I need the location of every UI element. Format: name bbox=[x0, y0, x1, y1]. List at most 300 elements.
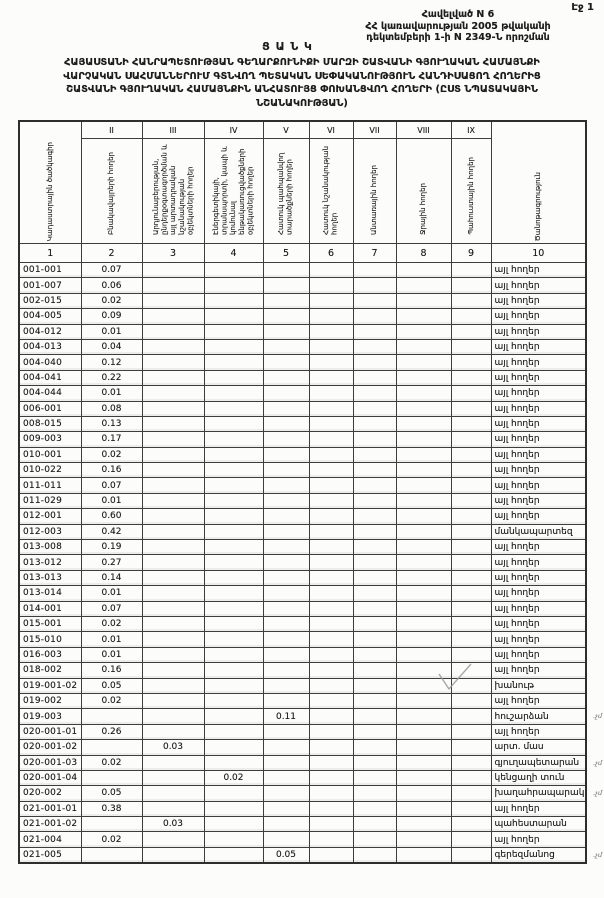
water-land-cell bbox=[396, 447, 451, 462]
note-cell: այլ հողեր bbox=[491, 570, 586, 585]
protected-land-cell bbox=[263, 386, 309, 401]
cadastral-code-cell: 019-003 bbox=[19, 709, 81, 724]
table-row bbox=[19, 555, 586, 570]
forest-land-cell bbox=[353, 801, 396, 816]
table-row bbox=[19, 493, 586, 508]
note-cell: այլ հողեր bbox=[491, 278, 586, 293]
water-land-cell bbox=[396, 355, 451, 370]
infrastructure-land-cell bbox=[204, 693, 263, 708]
water-land-cell bbox=[396, 339, 451, 354]
protected-land-cell bbox=[263, 647, 309, 662]
handwritten-margin-mark: .չմ bbox=[593, 758, 602, 767]
water-land-cell bbox=[396, 786, 451, 801]
water-land-cell bbox=[396, 832, 451, 847]
table-row bbox=[19, 709, 586, 724]
forest-land-cell bbox=[353, 555, 396, 570]
column-numeral-IX: IX bbox=[451, 121, 491, 139]
protected-land-cell: 0.11 bbox=[263, 709, 309, 724]
water-land-cell bbox=[396, 401, 451, 416]
table-row bbox=[19, 601, 586, 616]
water-land-cell bbox=[396, 293, 451, 308]
column-number-5: 5 bbox=[263, 244, 309, 263]
infrastructure-land-cell bbox=[204, 278, 263, 293]
table-row bbox=[19, 293, 586, 308]
special-land-cell bbox=[309, 463, 353, 478]
industrial-land-cell bbox=[142, 586, 204, 601]
special-land-cell bbox=[309, 724, 353, 739]
settlement-land-cell: 0.07 bbox=[81, 478, 142, 493]
appendix-line: Հավելված N 6 bbox=[421, 9, 495, 20]
column-numeral-II: II bbox=[81, 121, 142, 139]
special-land-cell bbox=[309, 509, 353, 524]
protected-land-cell bbox=[263, 447, 309, 462]
reserve-land-cell bbox=[451, 339, 491, 354]
water-land-cell bbox=[396, 416, 451, 431]
settlement-land-cell: 0.08 bbox=[81, 401, 142, 416]
water-land-cell bbox=[396, 324, 451, 339]
settlement-land-cell: 0.16 bbox=[81, 463, 142, 478]
infrastructure-land-cell bbox=[204, 463, 263, 478]
special-land-cell bbox=[309, 278, 353, 293]
industrial-land-cell bbox=[142, 770, 204, 785]
industrial-land-cell: 0.03 bbox=[142, 740, 204, 755]
reserve-land-cell bbox=[451, 478, 491, 493]
reserve-land-cell bbox=[451, 370, 491, 385]
column-numeral-VIII: VIII bbox=[396, 121, 451, 139]
note-cell: գյուղապետարան .չմ bbox=[491, 755, 586, 770]
reserve-land-cell bbox=[451, 770, 491, 785]
special-land-cell bbox=[309, 693, 353, 708]
reserve-land-cell bbox=[451, 616, 491, 631]
industrial-land-cell: 0.03 bbox=[142, 817, 204, 832]
industrial-land-cell bbox=[142, 524, 204, 539]
cadastral-code-cell: 020-002 bbox=[19, 786, 81, 801]
note-cell: այլ հողեր bbox=[491, 647, 586, 662]
settlement-land-cell bbox=[81, 847, 142, 863]
settlement-land-cell: 0.02 bbox=[81, 693, 142, 708]
industrial-land-cell bbox=[142, 478, 204, 493]
table-row bbox=[19, 586, 586, 601]
water-land-cell bbox=[396, 801, 451, 816]
special-land-cell bbox=[309, 416, 353, 431]
infrastructure-land-cell bbox=[204, 309, 263, 324]
special-land-cell bbox=[309, 447, 353, 462]
cadastral-code-cell: 021-004 bbox=[19, 832, 81, 847]
special-land-cell bbox=[309, 755, 353, 770]
table-row bbox=[19, 447, 586, 462]
column-header-VIII: Ջրային հողեր bbox=[396, 139, 451, 244]
special-land-cell bbox=[309, 570, 353, 585]
cadastral-code-cell: 015-001 bbox=[19, 616, 81, 631]
note-cell: պահեստարան bbox=[491, 817, 586, 832]
cadastral-code-cell: 010-001 bbox=[19, 447, 81, 462]
industrial-land-cell bbox=[142, 663, 204, 678]
industrial-land-cell bbox=[142, 509, 204, 524]
table-row bbox=[19, 801, 586, 816]
protected-land-cell bbox=[263, 309, 309, 324]
industrial-land-cell bbox=[142, 601, 204, 616]
infrastructure-land-cell bbox=[204, 401, 263, 416]
table-row bbox=[19, 524, 586, 539]
cadastral-code-cell: 011-029 bbox=[19, 493, 81, 508]
note-cell: այլ հողեր bbox=[491, 693, 586, 708]
reserve-land-cell bbox=[451, 493, 491, 508]
water-land-cell bbox=[396, 616, 451, 631]
settlement-land-cell bbox=[81, 709, 142, 724]
special-land-cell bbox=[309, 355, 353, 370]
table-row bbox=[19, 786, 586, 801]
protected-land-cell bbox=[263, 339, 309, 354]
industrial-land-cell bbox=[142, 263, 204, 278]
cadastral-code-cell: 019-002 bbox=[19, 693, 81, 708]
cadastral-code-cell: 001-001 bbox=[19, 263, 81, 278]
special-land-cell bbox=[309, 632, 353, 647]
table-row bbox=[19, 263, 586, 278]
forest-land-cell bbox=[353, 278, 396, 293]
reserve-land-cell bbox=[451, 293, 491, 308]
column-number-6: 6 bbox=[309, 244, 353, 263]
infrastructure-land-cell bbox=[204, 263, 263, 278]
note-cell: այլ հողեր bbox=[491, 832, 586, 847]
forest-land-cell bbox=[353, 478, 396, 493]
infrastructure-land-cell bbox=[204, 632, 263, 647]
water-land-cell bbox=[396, 586, 451, 601]
special-land-cell bbox=[309, 309, 353, 324]
infrastructure-land-cell bbox=[204, 724, 263, 739]
water-land-cell bbox=[396, 386, 451, 401]
note-cell: այլ հողեր bbox=[491, 632, 586, 647]
column-header-V: Հատուկ պահպանվող տարածքների հողեր bbox=[263, 139, 309, 244]
cadastral-code-cell: 020-001-03 bbox=[19, 755, 81, 770]
cadastral-code-cell: 019-001-02 bbox=[19, 678, 81, 693]
reserve-land-cell bbox=[451, 709, 491, 724]
industrial-land-cell bbox=[142, 632, 204, 647]
cadastral-code-cell: 013-012 bbox=[19, 555, 81, 570]
note-cell: այլ հողեր bbox=[491, 432, 586, 447]
forest-land-cell bbox=[353, 616, 396, 631]
note-cell: այլ հողեր bbox=[491, 555, 586, 570]
industrial-land-cell bbox=[142, 847, 204, 863]
protected-land-cell bbox=[263, 509, 309, 524]
infrastructure-land-cell bbox=[204, 570, 263, 585]
cadastral-code-cell: 004-040 bbox=[19, 355, 81, 370]
water-land-cell bbox=[396, 493, 451, 508]
infrastructure-land-cell bbox=[204, 555, 263, 570]
protected-land-cell bbox=[263, 263, 309, 278]
cadastral-code-cell: 008-015 bbox=[19, 416, 81, 431]
forest-land-cell bbox=[353, 263, 396, 278]
industrial-land-cell bbox=[142, 755, 204, 770]
protected-land-cell bbox=[263, 616, 309, 631]
title-line: ՀԱՅԱՍՏԱՆԻ ՀԱՆՐԱՊԵՏՈՒԹՅԱՆ ԳԵՂԱՐՔՈՒՆԻՔԻ ՄԱՐԶԻ ՇԱՏՎԱՆԻ ԳՅՈՒՂԱԿԱՆ ՀԱՄԱՅՆՔԻ bbox=[64, 57, 540, 68]
table-row bbox=[19, 832, 586, 847]
pencil-checkmark bbox=[437, 662, 473, 692]
infrastructure-land-cell bbox=[204, 386, 263, 401]
protected-land-cell bbox=[263, 663, 309, 678]
forest-land-cell bbox=[353, 293, 396, 308]
forest-land-cell bbox=[353, 693, 396, 708]
forest-land-cell bbox=[353, 847, 396, 863]
settlement-land-cell: 0.27 bbox=[81, 555, 142, 570]
settlement-land-cell: 0.02 bbox=[81, 447, 142, 462]
note-cell: հուշարձան .չմ bbox=[491, 709, 586, 724]
infrastructure-land-cell bbox=[204, 832, 263, 847]
table-row bbox=[19, 616, 586, 631]
infrastructure-land-cell bbox=[204, 801, 263, 816]
industrial-land-cell bbox=[142, 493, 204, 508]
settlement-land-cell: 0.05 bbox=[81, 678, 142, 693]
cadastral-code-cell: 018-002 bbox=[19, 663, 81, 678]
water-land-cell bbox=[396, 309, 451, 324]
protected-land-cell bbox=[263, 586, 309, 601]
industrial-land-cell bbox=[142, 693, 204, 708]
forest-land-cell bbox=[353, 632, 396, 647]
table-row bbox=[19, 370, 586, 385]
infrastructure-land-cell bbox=[204, 709, 263, 724]
industrial-land-cell bbox=[142, 355, 204, 370]
note-cell: գերեզմանոց .չմ bbox=[491, 847, 586, 863]
reserve-land-cell bbox=[451, 786, 491, 801]
infrastructure-land-cell bbox=[204, 740, 263, 755]
cadastral-code-cell: 004-005 bbox=[19, 309, 81, 324]
note-cell: այլ հողեր bbox=[491, 493, 586, 508]
note-cell: կենցաղի տուն bbox=[491, 770, 586, 785]
protected-land-cell bbox=[263, 278, 309, 293]
special-land-cell bbox=[309, 847, 353, 863]
cadastral-code-cell: 021-001-01 bbox=[19, 801, 81, 816]
industrial-land-cell bbox=[142, 555, 204, 570]
forest-land-cell bbox=[353, 324, 396, 339]
industrial-land-cell bbox=[142, 293, 204, 308]
industrial-land-cell bbox=[142, 463, 204, 478]
protected-land-cell bbox=[263, 678, 309, 693]
industrial-land-cell bbox=[142, 786, 204, 801]
reserve-land-cell bbox=[451, 817, 491, 832]
infrastructure-land-cell bbox=[204, 432, 263, 447]
note-cell: այլ հողեր bbox=[491, 509, 586, 524]
forest-land-cell bbox=[353, 524, 396, 539]
protected-land-cell bbox=[263, 755, 309, 770]
column-number-2: 2 bbox=[81, 244, 142, 263]
infrastructure-land-cell bbox=[204, 678, 263, 693]
forest-land-cell bbox=[353, 386, 396, 401]
column-header-VII: Անտառային հողեր bbox=[353, 139, 396, 244]
special-land-cell bbox=[309, 339, 353, 354]
infrastructure-land-cell bbox=[204, 355, 263, 370]
land-transfer-table bbox=[18, 120, 602, 864]
column-header-III: Արդյունաբերության, ընդերքօգտագործման և այլ արտադրական նշանակության օբյեկտների հողեր bbox=[142, 139, 204, 244]
settlement-land-cell: 0.01 bbox=[81, 632, 142, 647]
protected-land-cell bbox=[263, 478, 309, 493]
settlement-land-cell: 0.01 bbox=[81, 493, 142, 508]
cadastral-code-cell: 004-041 bbox=[19, 370, 81, 385]
forest-land-cell bbox=[353, 817, 396, 832]
note-cell: այլ հողեր bbox=[491, 416, 586, 431]
protected-land-cell bbox=[263, 555, 309, 570]
reserve-land-cell bbox=[451, 524, 491, 539]
industrial-land-cell bbox=[142, 278, 204, 293]
table-body bbox=[19, 263, 602, 864]
table-row bbox=[19, 817, 586, 832]
forest-land-cell bbox=[353, 540, 396, 555]
cadastral-code-cell: 020-001-02 bbox=[19, 740, 81, 755]
cadastral-code-cell: 004-013 bbox=[19, 339, 81, 354]
industrial-land-cell bbox=[142, 370, 204, 385]
industrial-land-cell bbox=[142, 401, 204, 416]
special-land-cell bbox=[309, 678, 353, 693]
infrastructure-land-cell bbox=[204, 663, 263, 678]
table-row bbox=[19, 540, 586, 555]
cadastral-code-cell: 020-001-01 bbox=[19, 724, 81, 739]
infrastructure-land-cell bbox=[204, 524, 263, 539]
settlement-land-cell: 0.60 bbox=[81, 509, 142, 524]
table-row bbox=[19, 847, 586, 863]
note-cell: այլ հողեր bbox=[491, 801, 586, 816]
industrial-land-cell bbox=[142, 832, 204, 847]
industrial-land-cell bbox=[142, 339, 204, 354]
table-row bbox=[19, 386, 586, 401]
industrial-land-cell bbox=[142, 309, 204, 324]
settlement-land-cell: 0.02 bbox=[81, 755, 142, 770]
special-land-cell bbox=[309, 386, 353, 401]
settlement-land-cell: 0.04 bbox=[81, 339, 142, 354]
column-header-IX: Պահուստային հողեր bbox=[451, 139, 491, 244]
industrial-land-cell bbox=[142, 647, 204, 662]
note-cell: խանութ bbox=[491, 678, 586, 693]
forest-land-cell bbox=[353, 755, 396, 770]
industrial-land-cell bbox=[142, 709, 204, 724]
special-land-cell bbox=[309, 601, 353, 616]
special-land-cell bbox=[309, 540, 353, 555]
forest-land-cell bbox=[353, 309, 396, 324]
reserve-land-cell bbox=[451, 278, 491, 293]
protected-land-cell bbox=[263, 355, 309, 370]
title-line: ՆՇԱՆԱԿՈՒԹՅԱՆ) bbox=[256, 97, 348, 109]
forest-land-cell bbox=[353, 570, 396, 585]
table-row bbox=[19, 693, 586, 708]
protected-land-cell bbox=[263, 724, 309, 739]
handwritten-margin-mark: .չմ bbox=[593, 712, 602, 721]
special-land-cell bbox=[309, 263, 353, 278]
special-land-cell bbox=[309, 832, 353, 847]
title-line: ՎԱՐՉԱԿԱՆ ՍԱՀՄԱՆՆԵՐՈՒՄ ԳՏՆՎՈՂ ՊԵՏԱԿԱՆ ՍԵՓԱԿԱՆՈՒԹՅՈՒՆ ՀԱՆԴԻՍԱՑՈՂ ՀՈՂԵՐԻՑ bbox=[63, 70, 541, 82]
special-land-cell bbox=[309, 740, 353, 755]
settlement-land-cell: 0.16 bbox=[81, 663, 142, 678]
column-number-1: 1 bbox=[19, 244, 81, 263]
appendix-line: դեկտեմբերի 1-ի N 2349-Ն որոշման bbox=[366, 32, 550, 43]
water-land-cell bbox=[396, 555, 451, 570]
water-land-cell bbox=[396, 817, 451, 832]
settlement-land-cell: 0.02 bbox=[81, 293, 142, 308]
forest-land-cell bbox=[353, 647, 396, 662]
note-cell: այլ հողեր bbox=[491, 293, 586, 308]
special-land-cell bbox=[309, 647, 353, 662]
water-land-cell bbox=[396, 709, 451, 724]
column-numeral-VII: VII bbox=[353, 121, 396, 139]
protected-land-cell bbox=[263, 570, 309, 585]
industrial-land-cell bbox=[142, 324, 204, 339]
protected-land-cell bbox=[263, 770, 309, 785]
column-header-IV: Էներգետիկայի, տրանսպորտի, կապի և կոմունալ ենթակառուցվածքների օբյեկտների հողեր bbox=[204, 139, 263, 244]
cadastral-code-cell: 015-010 bbox=[19, 632, 81, 647]
note-cell: այլ հողեր bbox=[491, 309, 586, 324]
cadastral-code-header: Կադաստրային ծածկագիր bbox=[19, 121, 81, 244]
table-row bbox=[19, 647, 586, 662]
infrastructure-land-cell bbox=[204, 370, 263, 385]
industrial-land-cell bbox=[142, 432, 204, 447]
table-row bbox=[19, 570, 586, 585]
cadastral-code-cell: 021-005 bbox=[19, 847, 81, 863]
reserve-land-cell bbox=[451, 263, 491, 278]
column-header-VI: Հատուկ նշանակության հողեր bbox=[309, 139, 353, 244]
water-land-cell bbox=[396, 724, 451, 739]
forest-land-cell bbox=[353, 416, 396, 431]
handwritten-margin-mark: .չմ bbox=[593, 789, 602, 798]
protected-land-cell bbox=[263, 817, 309, 832]
special-land-cell bbox=[309, 432, 353, 447]
reserve-land-cell bbox=[451, 463, 491, 478]
cadastral-code-cell: 011-011 bbox=[19, 478, 81, 493]
document-title bbox=[0, 56, 604, 110]
infrastructure-land-cell bbox=[204, 755, 263, 770]
water-land-cell bbox=[396, 632, 451, 647]
column-numeral-IV: IV bbox=[204, 121, 263, 139]
table-row bbox=[19, 632, 586, 647]
note-cell: այլ հողեր bbox=[491, 616, 586, 631]
handwritten-margin-mark: .չմ bbox=[593, 850, 602, 859]
protected-land-cell bbox=[263, 601, 309, 616]
note-cell: այլ հողեր bbox=[491, 263, 586, 278]
protected-land-cell bbox=[263, 416, 309, 431]
reserve-land-cell bbox=[451, 801, 491, 816]
industrial-land-cell bbox=[142, 447, 204, 462]
protected-land-cell bbox=[263, 401, 309, 416]
special-land-cell bbox=[309, 786, 353, 801]
water-land-cell bbox=[396, 647, 451, 662]
cadastral-code-cell: 006-001 bbox=[19, 401, 81, 416]
forest-land-cell bbox=[353, 678, 396, 693]
reserve-land-cell bbox=[451, 386, 491, 401]
water-land-cell bbox=[396, 847, 451, 863]
cadastral-code-cell: 004-012 bbox=[19, 324, 81, 339]
note-cell: այլ հողեր bbox=[491, 463, 586, 478]
special-land-cell bbox=[309, 817, 353, 832]
table-row bbox=[19, 309, 586, 324]
reserve-land-cell bbox=[451, 416, 491, 431]
water-land-cell bbox=[396, 570, 451, 585]
cadastral-code-cell: 002-015 bbox=[19, 293, 81, 308]
table-row bbox=[19, 724, 586, 739]
cadastral-code-cell: 013-013 bbox=[19, 570, 81, 585]
column-numeral-VI: VI bbox=[309, 121, 353, 139]
protected-land-cell bbox=[263, 801, 309, 816]
water-land-cell bbox=[396, 693, 451, 708]
column-number-3: 3 bbox=[142, 244, 204, 263]
water-land-cell bbox=[396, 755, 451, 770]
infrastructure-land-cell bbox=[204, 293, 263, 308]
water-land-cell bbox=[396, 263, 451, 278]
protected-land-cell bbox=[263, 324, 309, 339]
appendix-reference bbox=[324, 9, 592, 44]
industrial-land-cell bbox=[142, 678, 204, 693]
protected-land-cell bbox=[263, 493, 309, 508]
settlement-land-cell: 0.22 bbox=[81, 370, 142, 385]
special-land-cell bbox=[309, 709, 353, 724]
water-land-cell bbox=[396, 278, 451, 293]
infrastructure-land-cell bbox=[204, 447, 263, 462]
water-land-cell bbox=[396, 540, 451, 555]
settlement-land-cell: 0.07 bbox=[81, 601, 142, 616]
